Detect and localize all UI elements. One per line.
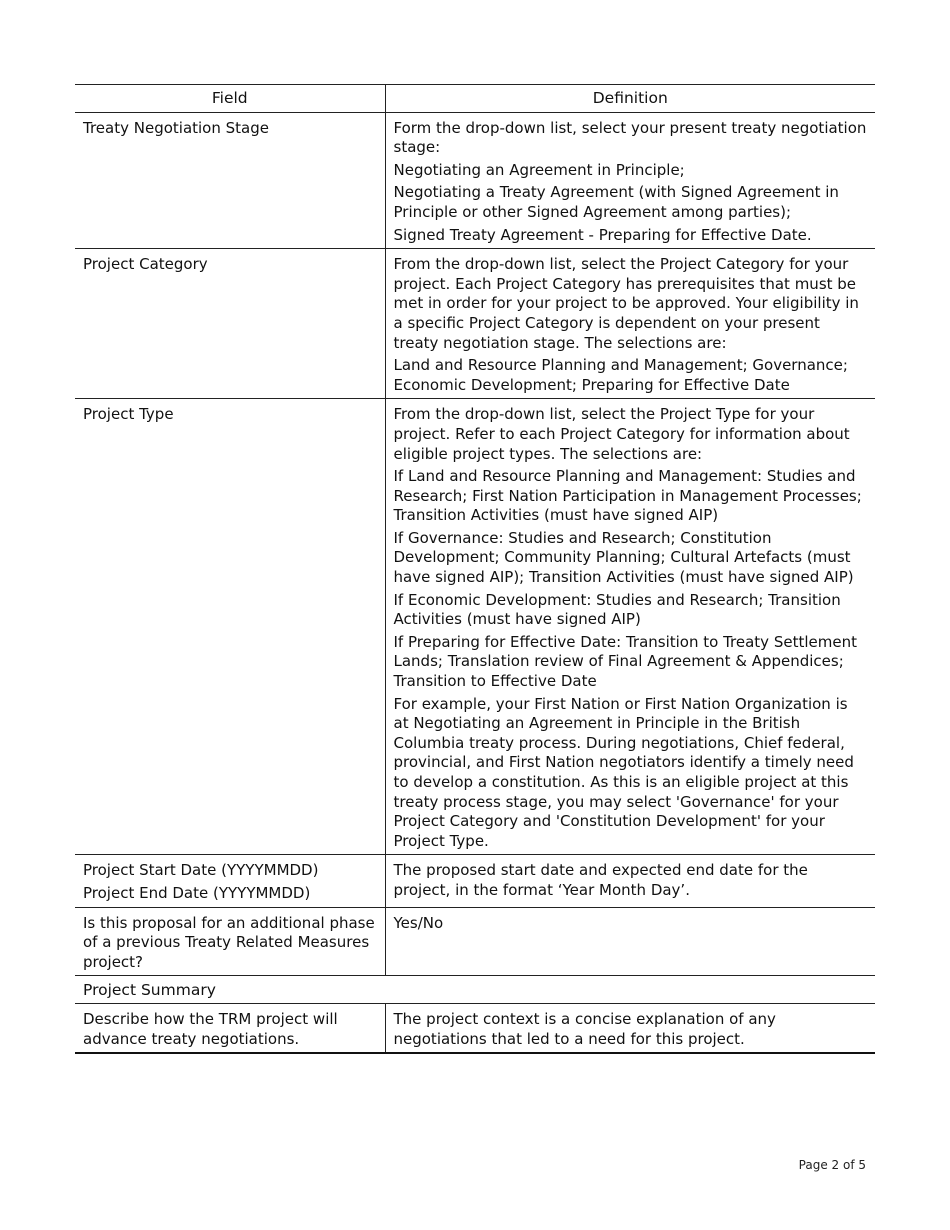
definition-paragraph: Signed Treaty Agreement - Preparing for Effective Date. — [393, 225, 812, 244]
definition-paragraph: If Governance: Studies and Research; Constitution Development; Community Planning; Cultural Artefacts (must have signed AIP); Transition Activities (must have signed AIP) — [393, 528, 854, 587]
field-cell — [75, 249, 385, 399]
definition-paragraph: Negotiating an Agreement in Principle; — [393, 160, 685, 179]
definition-paragraph: From the drop-down list, select the Project Category for your project. Each Project Category has prerequisites that must be met in order for your project to be approved. Your eligibility in a specific Project Category is dependent on your present treaty negotiation stage. The selections are: — [393, 255, 859, 352]
definition-paragraph: Yes/No — [393, 913, 444, 932]
definition-paragraph: The proposed start date and expected end date for the project, in the format ‘Year Month Day’. — [393, 861, 808, 899]
definitions-table — [75, 84, 875, 1054]
field-label: Project Type — [83, 405, 174, 424]
definition-paragraph: The project context is a concise explanation of any negotiations that led to a need for this project. — [393, 1009, 776, 1048]
field-label: Project End Date (YYYYMMDD) — [83, 883, 311, 902]
definition-cell — [385, 1003, 875, 1053]
section-heading-row — [75, 976, 875, 1004]
field-label: Describe how the TRM project will advance treaty negotiations. — [83, 1009, 338, 1048]
field-column-header: Field — [75, 85, 385, 113]
field-label: Project Category — [83, 255, 208, 274]
definition-paragraph: Negotiating a Treaty Agreement (with Signed Agreement in Principle or other Signed Agreement among parties); — [393, 183, 839, 221]
definition-paragraph: For example, your First Nation or First Nation Organization is at Negotiating an Agreement in Principle in the British Columbia treaty process. During negotiations, Chief federal, provincial, and First Nation negotiators identify a timely need to develop a constitution. As this is an eligible project at this treaty process stage, you may select 'Governance' for your Project Category and 'Constitution Development' for your Project Type. — [393, 694, 854, 850]
table-row — [75, 855, 875, 907]
definition-paragraph: If Preparing for Effective Date: Transition to Treaty Settlement Lands; Translation review of Final Agreement & Appendices; Transition to Effective Date — [393, 632, 857, 691]
field-label: Treaty Negotiation Stage — [83, 118, 269, 137]
definition-paragraph: If Economic Development: Studies and Research; Transition Activities (must have signed AIP) — [393, 590, 841, 629]
page-number: Page 2 of 5 — [798, 1158, 866, 1172]
field-cell — [75, 112, 385, 249]
field-cell — [75, 855, 385, 907]
definition-paragraph: If Land and Resource Planning and Management: Studies and Research; First Nation Participation in Management Processes; Transition Activities (must have signed AIP) — [393, 467, 862, 525]
table-row — [75, 1003, 875, 1053]
table-row — [75, 907, 875, 976]
section-heading: Project Summary — [75, 976, 875, 1004]
field-cell — [75, 1003, 385, 1053]
definition-paragraph: Form the drop-down list, select your present treaty negotiation stage: — [393, 118, 867, 157]
definition-cell — [385, 399, 875, 855]
definition-paragraph: Land and Resource Planning and Management; Governance; Economic Development; Preparing for Effective Date — [393, 356, 848, 394]
definition-cell — [385, 249, 875, 399]
definition-column-header: Definition — [385, 85, 875, 113]
field-cell — [75, 907, 385, 976]
table-row — [75, 249, 875, 399]
definition-cell — [385, 855, 875, 907]
document-page — [75, 84, 875, 1054]
definition-cell — [385, 907, 875, 976]
table-row — [75, 399, 875, 855]
table-row — [75, 112, 875, 249]
definition-cell — [385, 112, 875, 249]
table-header-row — [75, 85, 875, 113]
definition-paragraph: From the drop-down list, select the Project Type for your project. Refer to each Project Category for information about eligible project types. The selections are: — [393, 405, 850, 463]
field-label: Project Start Date (YYYYMMDD) — [83, 861, 319, 880]
field-label: Is this proposal for an additional phase of a previous Treaty Related Measures project? — [83, 913, 375, 971]
field-cell — [75, 399, 385, 855]
